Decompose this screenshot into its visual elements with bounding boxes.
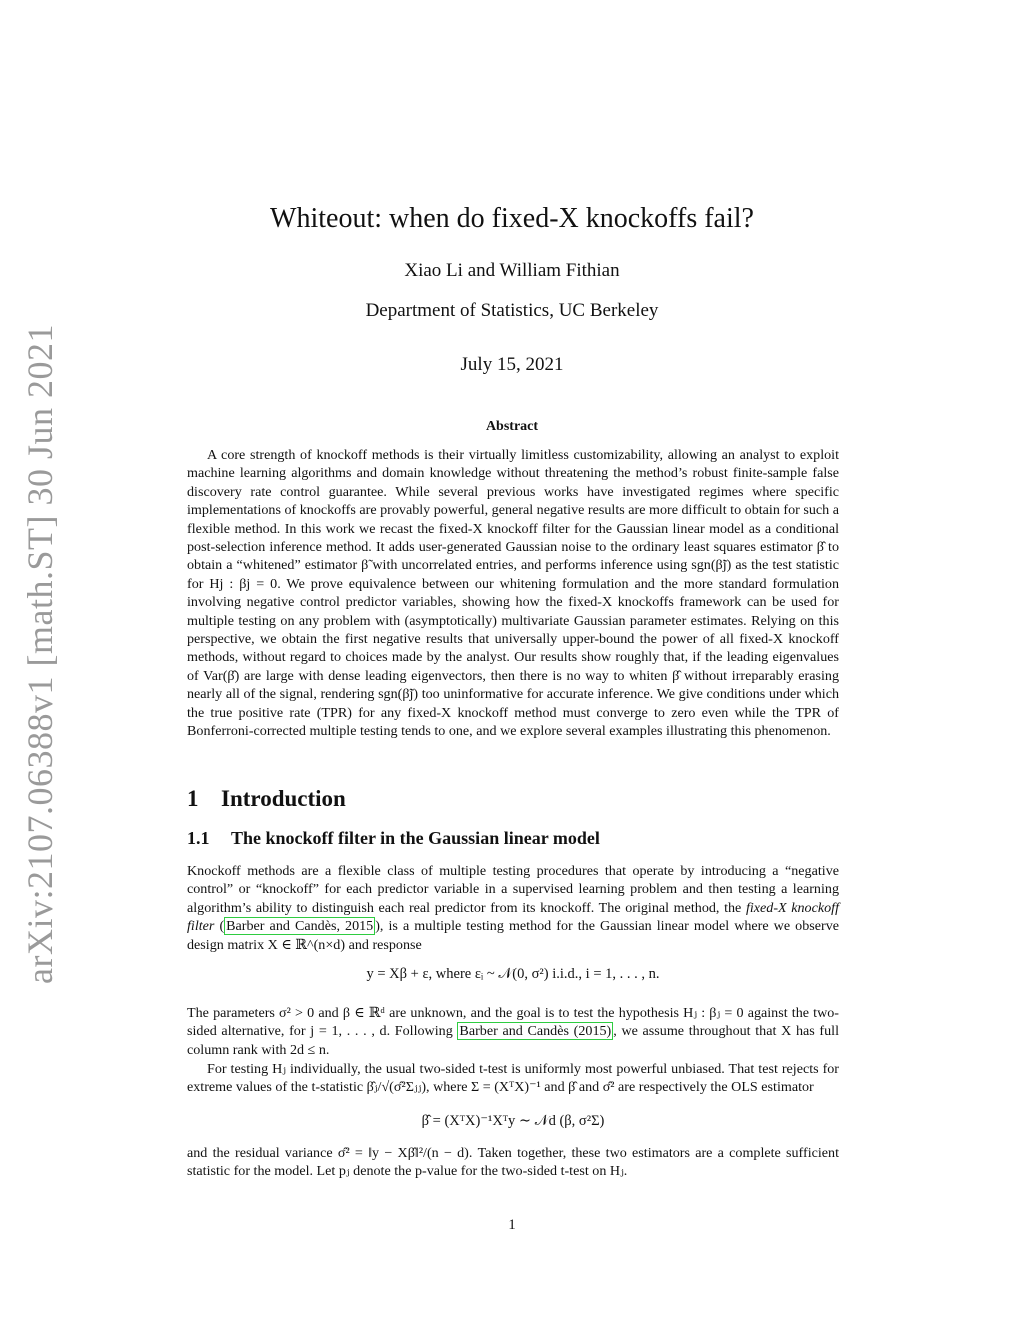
citation-link[interactable]: Barber and Candès, 2015	[226, 918, 374, 935]
subsection-number: 1.1	[187, 828, 210, 848]
abstract-text: A core strength of knockoff methods is their virtually limitless customizability, allowing an analyst to exploit machine learning algorithms and domain knowledge without threatening the method’s robust finite-sample false discovery rate control guarantee. While several previous works have investigated regimes where specific implementations of knockoffs are provably powerful, general negative results are more difficult to obtain for such a flexible method. In this work we recast the fixed-X knockoff filter for the Gaussian linear model as a conditional post-selection inference method. It adds user-generated Gaussian noise to the ordinary least squares estimator β̂ to obtain a “whitened” estimator β̃ with uncorrelated entries, and performs inference using sgn(β̃j) as the test statistic for Hj : βj = 0. We prove equivalence between our whitening formulation and the more standard formulation involving negative control predictor variables, showing how the fixed-X knockoffs framework can be used for multiple testing on any problem with (asymptotically) multivariate Gaussian parameter estimates. Relying on this perspective, we obtain the first negative results that universally upper-bound the power of all fixed-X knockoff methods, without regard to choices made by the analyst. Our results show roughly that, if the leading eigenvalues of Var(β̂) are large with dense leading eigenvectors, then there is no way to whiten β̂ without irreparably erasing nearly all of the signal, rendering sgn(β̃j) too uninformative for accurate inference. We give conditions under which the true positive rate (TPR) for any fixed-X knockoff method must converge to zero even while the TPR of Bonferroni-corrected multiple testing tends to one, and we explore several examples illustrating this phenomenon.	[187, 447, 839, 740]
section-heading	[187, 786, 346, 812]
citation-link[interactable]: Barber and Candès (2015)	[459, 1023, 612, 1040]
paragraph-1-text-c: ), is a multiple testing method for the Gaussian linear model where we observe design matrix X ∈ ℝ^(n×d) and response	[187, 918, 839, 953]
equation-model: y = Xβ + ε, where εᵢ ~ 𝒩(0, σ²) i.i.d., i = 1, . . . , n.	[366, 966, 660, 982]
abstract-heading: Abstract	[485, 419, 539, 434]
page-number: 1	[508, 1217, 516, 1233]
date: July 15, 2021	[460, 354, 564, 375]
section-number: 1	[187, 786, 199, 811]
paragraph-4: and the residual variance σ̂² = ‖y − Xβ̂‖²/(n − d). Taken together, these two estimators are a complete sufficient statistic for the model. Let pⱼ denote the p-value for the two-sided t-test on Hⱼ.	[187, 1145, 839, 1180]
paragraph-1-text-a: Knockoff methods are a flexible class of multiple testing procedures that operate by introducing a “negative control” or “knockoff” for each predictor variable in a supervised learning problem and then testing a learning algorithm’s ability to distinguish each real predictor from its knockoff. The original method, the	[187, 863, 839, 916]
paragraph-1	[187, 862, 839, 954]
arxiv-identifier: arXiv:2107.06388v1 [math.ST] 30 Jun 2021	[20, 324, 60, 984]
paragraph-2-text-b: , we assume throughout that X has full column rank with 2d ≤ n.	[187, 1023, 839, 1058]
section-title: Introduction	[221, 786, 346, 811]
paragraph-1-text-b: (	[214, 918, 225, 935]
arxiv-sidebar	[12, 324, 68, 984]
paragraph-1-emphasis: fixed-X knockoff filter	[187, 899, 839, 935]
affiliation: Department of Statistics, UC Berkeley	[365, 300, 659, 321]
paragraph-3: For testing Hⱼ individually, the usual two-sided t-test is uniformly most powerful unbiased. That test rejects for extreme values of the t-statistic β̂ⱼ/√(σ̂²Σⱼⱼ), where Σ = (XᵀX)⁻¹ and β̂ and σ̂² are respectively the OLS estimator	[187, 1061, 839, 1096]
equation-ols: β̂ = (XᵀX)⁻¹Xᵀy ∼ 𝒩d (β, σ²Σ)	[421, 1113, 605, 1129]
paragraph-2	[187, 1004, 839, 1059]
paragraph-2-text-a: The parameters σ² > 0 and β ∈ ℝᵈ are unknown, and the goal is to test the hypothesis Hⱼ : βⱼ = 0 against the two-sided alternative, for j = 1, . . . , d. Following	[187, 1005, 839, 1040]
paper-title: Whiteout: when do fixed-X knockoffs fail?	[270, 203, 754, 234]
subsection-title: The knockoff filter in the Gaussian linear model	[231, 828, 600, 848]
subsection-heading	[187, 828, 600, 849]
authors: Xiao Li and William Fithian	[404, 260, 620, 281]
